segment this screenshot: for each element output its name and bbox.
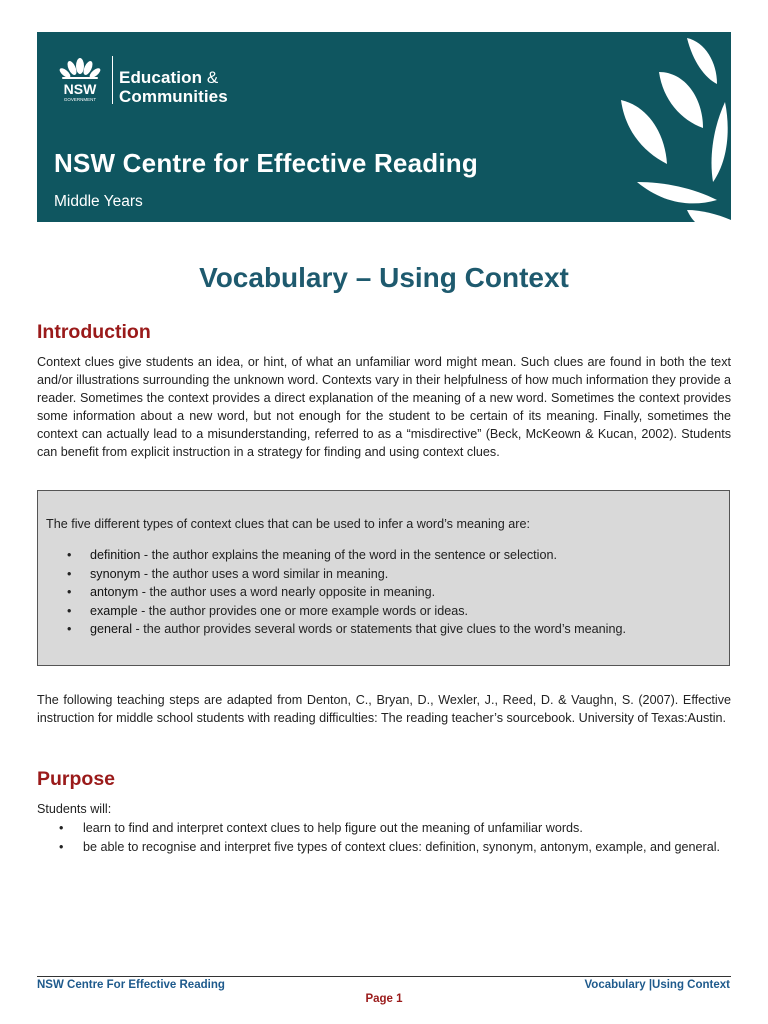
document-title: Vocabulary – Using Context <box>199 262 569 293</box>
list-item <box>37 838 731 856</box>
page-number: Page 1 <box>365 993 403 1005</box>
list-item <box>38 602 626 621</box>
waratah-petals-decoration <box>577 32 731 222</box>
nsw-logo <box>54 54 244 110</box>
footer-left-text: NSW Centre For Effective Reading <box>37 979 225 991</box>
bullet-dot: • <box>59 821 64 835</box>
purpose-lead: Students will: <box>37 802 112 816</box>
logo-ampersand: & <box>206 68 219 87</box>
bullet-dot: • <box>67 603 72 618</box>
bullet-dot: • <box>67 566 72 581</box>
clue-term: synonym <box>90 566 141 581</box>
list-item <box>38 565 626 584</box>
introduction-paragraph: Context clues give students an idea, or hint, of what an unfamiliar word might mean. Such clues are found in both the text and/or illustrations surrounding the unknown word. Contexts vary in their helpfulness of how much information they provide a reader. Sometimes the context provides a direct explanation of the meaning of a new word. Sometimes the context provides some information about a new word, but not enough for the student to be certain of its meaning. Finally, sometimes the context can actually lead to a misunderstanding, referred to as a “misdirective” (Beck, McKeown & Kucan, 2002). Students can benefit from explicit instruction in a strategy for finding and using context clues. <box>37 355 731 459</box>
logo-subtext: GOVERNMENT <box>63 97 97 102</box>
purpose-list <box>37 819 731 857</box>
clue-description: - the author uses a word similar in meaning. <box>140 566 389 581</box>
logo-line-1 <box>119 68 218 88</box>
clue-term: antonym <box>90 585 139 599</box>
footer-divider <box>37 976 731 977</box>
footer-right-text: Vocabulary |Using Context <box>584 979 730 991</box>
waratah-logo-icon <box>54 54 106 102</box>
clue-types-list <box>38 546 626 639</box>
list-item <box>37 819 731 837</box>
clue-term: definition <box>90 548 141 562</box>
clue-description: - the author uses a word nearly opposite in meaning. <box>138 585 436 599</box>
clue-term: example <box>90 603 138 618</box>
clue-box-intro: The five different types of context clues that can be used to infer a word’s meaning are: <box>46 517 530 531</box>
banner-subtitle: Middle Years <box>54 193 143 210</box>
purpose-heading: Purpose <box>37 768 116 790</box>
purpose-item-text: learn to find and interpret context clues to help figure out the meaning of unfamiliar words. <box>83 821 583 835</box>
bullet-dot: • <box>59 840 64 854</box>
introduction-heading: Introduction <box>37 321 151 343</box>
bullet-dot: • <box>67 622 72 636</box>
logo-communities-text: Communities <box>119 87 228 106</box>
header-banner <box>37 32 731 222</box>
bullet-dot: • <box>67 585 72 599</box>
logo-education-text: Education <box>119 68 203 87</box>
logo-divider <box>112 56 113 104</box>
bullet-dot: • <box>67 548 72 562</box>
logo-wordmark: NSW <box>63 81 97 97</box>
clue-description: - the author provides several words or statements that give clues to the word’s meaning. <box>132 622 626 636</box>
clue-term: general <box>90 622 133 636</box>
list-item <box>38 583 626 602</box>
clue-description: - the author explains the meaning of the word in the sentence or selection. <box>140 548 557 562</box>
clue-description: - the author provides one or more example words or ideas. <box>137 603 469 618</box>
banner-title: NSW Centre for Effective Reading <box>54 148 478 178</box>
context-clues-box <box>37 490 730 666</box>
purpose-item-text: be able to recognise and interpret five types of context clues: definition, synonym, antonym, example, and general. <box>83 840 721 854</box>
list-item <box>38 620 626 639</box>
citation-paragraph: The following teaching steps are adapted from Denton, C., Bryan, D., Wexler, J., Reed, D. & Vaughn, S. (2007). Effective instruction for middle school students with reading difficulties: The reading teacher’s sourcebook. University of Texas:Austin. <box>37 693 731 725</box>
list-item <box>38 546 626 565</box>
